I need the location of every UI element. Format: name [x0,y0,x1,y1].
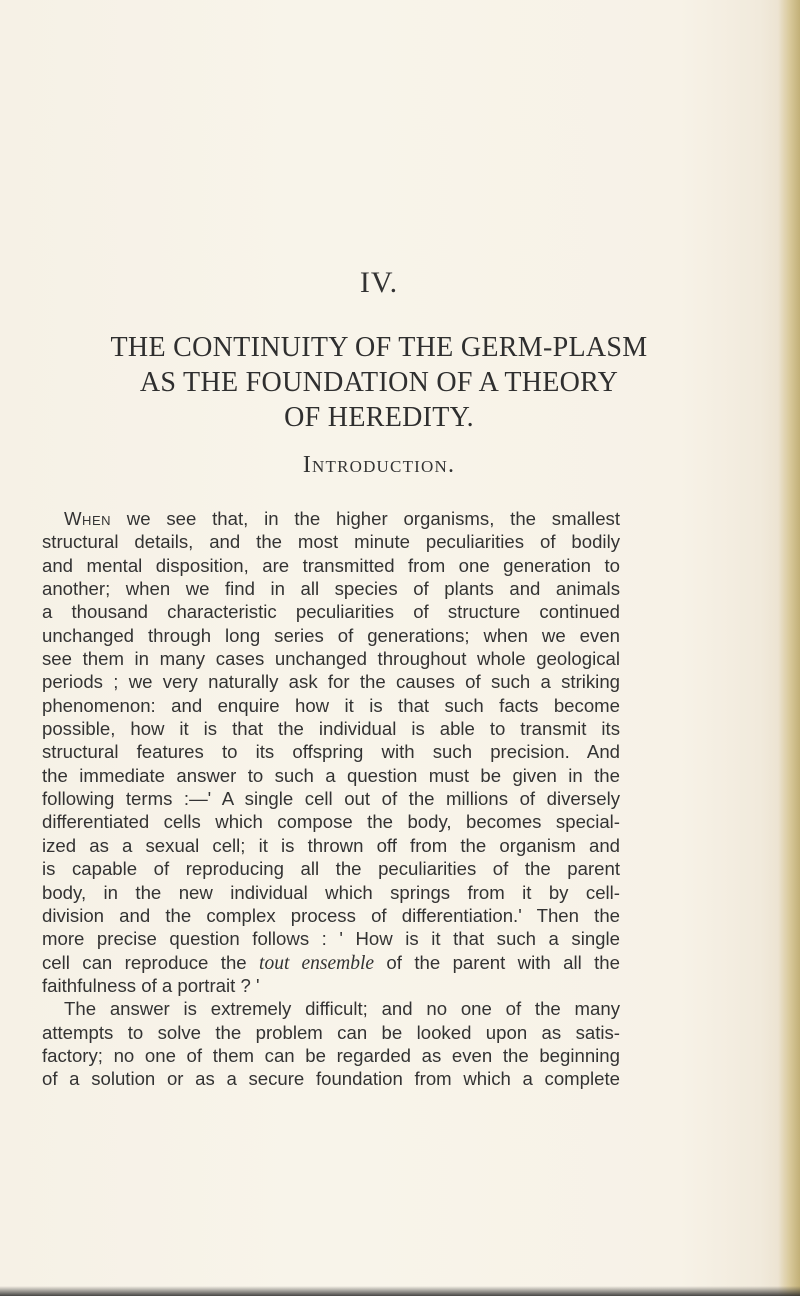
text-line: body, in the new individual which springs from it by cell- [42,881,620,903]
text-line: The answer is extremely difficult; and no one of the many [64,998,620,1020]
text-line: faithfulness of a portrait ? ' [42,974,260,996]
italic-phrase: tout ensemble [259,952,375,974]
text-line: attempts to solve the problem can be looked upon as satis- [42,1021,620,1043]
chapter-number: IV. [359,266,399,299]
body-text [42,507,620,1091]
text-line: another; when we find in all species of plants and animals [42,578,620,600]
page-edge-right [778,0,800,1296]
title-line: THE CONTINUITY OF THE GERM-PLASM [110,332,648,363]
text-line: periods ; we very naturally ask for the causes of such a striking [42,671,620,693]
text-line: of a solution or as a secure foundation from which a complete [42,1068,620,1090]
chapter-title [0,330,758,435]
page-edge-bottom [0,1286,800,1296]
text-line: possible, how it is that the individual is able to transmit its [42,718,620,740]
text-line: factory; no one of them can be regarded as even the beginning [42,1044,620,1066]
text-line: structural details, and the most minute peculiarities of bodily [42,531,620,553]
text-line: a thousand characteristic peculiarities of structure continued [42,601,620,623]
text-line: differentiated cells which compose the body, becomes special- [42,811,620,833]
section-heading: Introduction. [302,452,456,478]
text-line: division and the complex process of differentiation.' Then the [42,904,620,926]
text-line: see them in many cases unchanged throughout whole geological [42,648,620,670]
first-word: When [64,508,111,529]
text-line: cell can reproduce the tout ensemble of the parent with all the [42,951,620,974]
text-line: unchanged through long series of generations; when we even [42,624,620,646]
text-line: When we see that, in the higher organisms, the smallest [64,508,620,529]
text-line: structural features to its offspring with such precision. And [42,741,620,763]
text-line: is capable of reproducing all the peculiarities of the parent [42,858,620,880]
text-line: and mental disposition, are transmitted from one generation to [42,554,620,576]
title-line: AS THE FOUNDATION OF A THEORY [139,367,619,398]
text-line: the immediate answer to such a question must be given in the [42,764,620,786]
text-line: more precise question follows : ' How is it that such a single [42,928,620,950]
text-line: ized as a sexual cell; it is thrown off from the organism and [42,834,620,856]
title-line: OF HEREDITY. [284,402,474,433]
text-line: phenomenon: and enquire how it is that such facts become [42,694,620,716]
text-line: following terms :—' A single cell out of the millions of diversely [42,788,620,810]
